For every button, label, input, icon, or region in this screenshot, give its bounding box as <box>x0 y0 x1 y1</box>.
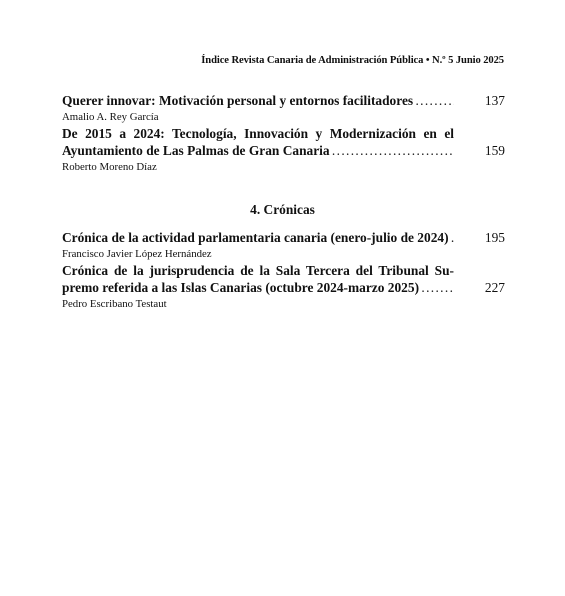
toc-entry-title[interactable]: Crónica de la actividad parlamentaria canaria (enero-julio de 2024) . . . <box>62 230 454 246</box>
toc-entry-title-line: De 2015 a 2024: Tecnología, Innovación y Modernización en el <box>62 126 454 141</box>
toc-entry-row <box>62 126 505 159</box>
toc-entry-title[interactable]: Querer innovar: Motivación personal y entornos facilitadores . . . <box>62 93 454 109</box>
toc-entry-title-line: Ayuntamiento de Las Palmas de Gran Canaria . . . <box>62 143 454 160</box>
toc-entry-row <box>62 263 505 296</box>
toc-entry-title[interactable] <box>62 263 454 296</box>
toc-entry-row <box>62 230 505 246</box>
toc-entry-author: Francisco Javier López Hernández <box>62 248 212 260</box>
toc-entry-title-line: Crónica de la jurisprudencia de la Sala Tercera del Tribunal Su- <box>62 263 454 278</box>
toc-entry <box>62 230 505 261</box>
toc-entry <box>62 263 505 311</box>
toc-entry-title[interactable] <box>62 126 454 159</box>
toc-entry-page: 137 <box>484 93 505 108</box>
toc-entry-author: Pedro Escribano Testaut <box>62 298 167 310</box>
toc-entry <box>62 93 505 124</box>
toc-entry <box>62 126 505 174</box>
toc-entry-page: 195 <box>484 230 505 245</box>
running-header: Índice Revista Canaria de Administración Pública • N.º 5 Junio 2025 <box>201 55 504 66</box>
toc-entry-author: Amalio A. Rey García <box>62 111 159 123</box>
toc-entry-page: 227 <box>484 280 505 295</box>
toc-entry-row <box>62 93 505 109</box>
toc-entry-title-line: premo referida a las Islas Canarias (octubre 2024-marzo 2025) . . . <box>62 280 454 297</box>
toc-entry-author: Roberto Moreno Díaz <box>62 161 157 173</box>
toc-entry-page: 159 <box>484 143 505 158</box>
section-heading: 4. Crónicas <box>250 202 315 217</box>
